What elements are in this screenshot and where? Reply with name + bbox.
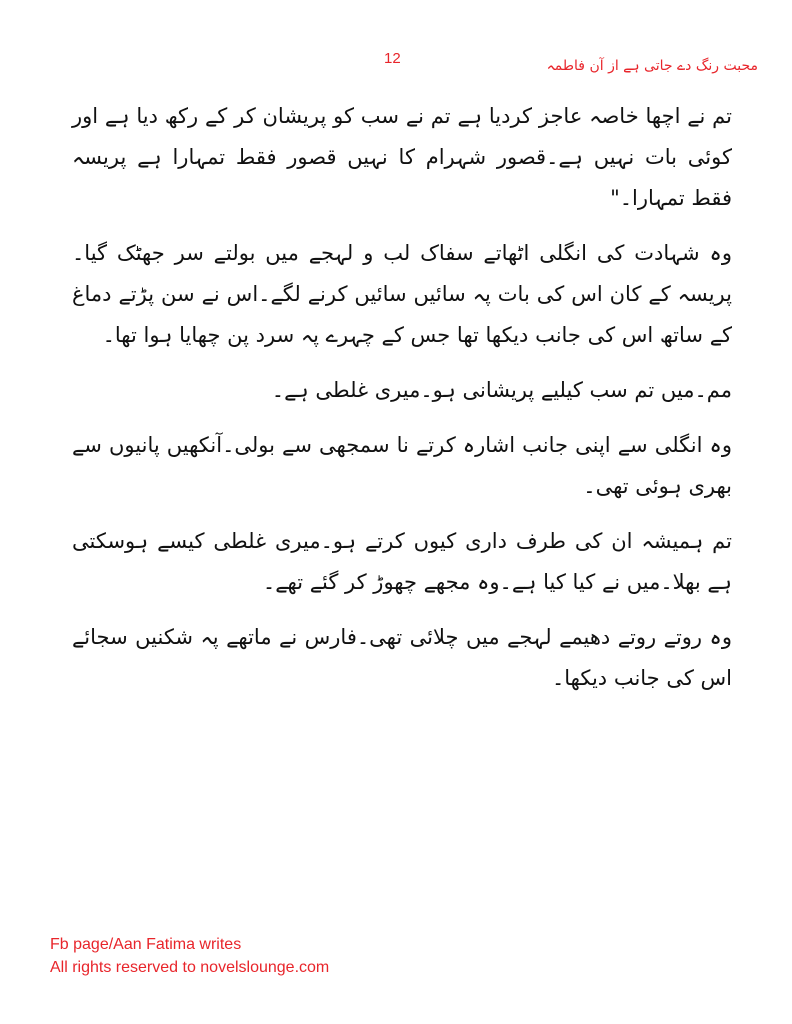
novel-title-header: محبت رنگ دے جاتی ہے از آن فاطمہ [546,58,758,74]
page-number: 12 [384,50,401,67]
paragraph: مم۔میں تم سب کیلیے پریشانی ہو۔میری غلطی ہے۔ [271,378,732,402]
paragraph: تم نے اچھا خاصہ عاجز کردیا ہے تم نے سب کو پریشان کر کے رکھ دیا ہے اور کوئی بات نہیں ہے۔قصور شہرام کا نہیں قصور فقط تمہارا ہے پریسہ فقط تمہارا۔" [72,104,732,210]
footer-fb-page: Fb page/Aan Fatima writes [50,936,242,953]
paragraph: وہ روتے روتے دھیمے لہجے میں چلائی تھی۔فارس نے ماتھے پہ شکنیں سجائے اس کی جانب دیکھا۔ [72,625,732,690]
paragraph: وہ شہادت کی انگلی اٹھاتے سفاک لب و لہجے میں بولتے سر جھٹک گیا۔پریسہ کے کان اس کی بات پہ سائیں سائیں کرنے لگے۔اس نے سن پڑتے دماغ کے ساتھ اس کی جانب دیکھا تھا جس کے چہرے پہ سرد پن چھایا ہوا تھا۔ [72,241,732,347]
document-body [72,96,732,713]
footer-rights: All rights reserved to novelslounge.com [50,959,330,976]
footer-credits [50,933,329,979]
paragraph: تم ہمیشہ ان کی طرف داری کیوں کرتے ہو۔میری غلطی کیسے ہوسکتی ہے بھلا۔میں نے کیا کیا ہے۔وہ مجھے چھوڑ کر گئے تھے۔ [72,529,732,594]
paragraph: وہ انگلی سے اپنی جانب اشارہ کرتے نا سمجھی سے بولی۔آنکھیں پانیوں سے بھری ہوئی تھی۔ [72,433,732,498]
